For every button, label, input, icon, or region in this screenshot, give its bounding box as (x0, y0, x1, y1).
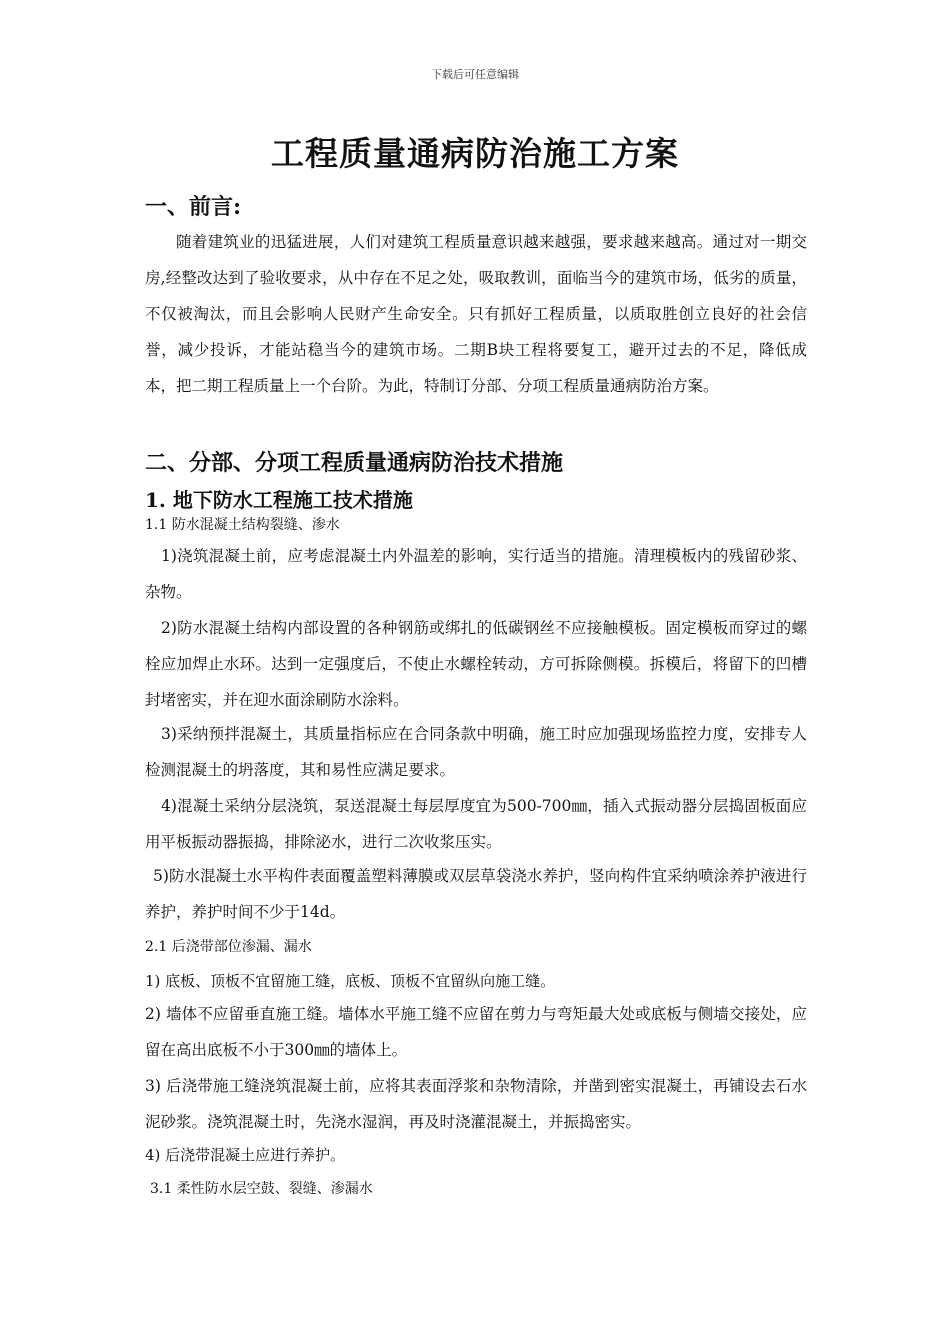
joint-measure-3: 3) 后浇带施工缝浇筑混凝土前，应将其表面浮浆和杂物清除，并凿到密实混凝土，再铺设去石水泥砂浆。浇筑混凝土时，先浇水湿润，再及时浇灌混凝土，并振捣密实。 (145, 1077, 807, 1131)
item-heading-3-1: 3.1 柔性防水层空鼓、裂缝、渗漏水 (150, 1181, 373, 1197)
joint-measure-2: 2) 墙体不应留垂直施工缝。墙体水平施工缝不应留在剪力与弯矩最大处或底板与侧墙交接处，应留在高出底板不小于300㎜的墙体上。 (145, 1005, 807, 1059)
joint-measure-4: 4) 后浇带混凝土应进行养护。 (145, 1146, 346, 1164)
section-heading-preface: 一、前言: (145, 194, 242, 220)
measure-paragraph-1: 1)浇筑混凝土前，应考虑混凝土内外温差的影响，实行适当的措施。清理模板内的残留砂浆、杂物。 (145, 547, 807, 601)
item-heading-2-1: 2.1 后浇带部位渗漏、漏水 (145, 939, 312, 955)
header-note: 下载后可任意编辑 (431, 68, 519, 81)
measure-paragraph-2: 2)防水混凝土结构内部设置的各种钢筋或绑扎的低碳钢丝不应接触模板。固定模板而穿过的螺栓应加焊止水环。达到一定强度后，不使止水螺栓转动，方可拆除侧模。拆模后，将留下的凹槽封堵密实，并在迎水面涂刷防水涂料。 (145, 619, 807, 709)
measure-paragraph-3: 3)采纳预拌混凝土，其质量指标应在合同条款中明确，施工时应加强现场监控力度，安排专人检测混凝土的坍落度，其和易性应满足要求。 (145, 725, 807, 779)
document-title: 工程质量通病防治施工方案 (271, 134, 679, 173)
joint-measure-1: 1) 底板、顶板不宜留施工缝，底板、顶板不宜留纵向施工缝。 (145, 972, 556, 990)
preface-paragraph: 随着建筑业的迅猛进展，人们对建筑工程质量意识越来越强，要求越来越高。通过对一期交房,经整改达到了验收要求，从中存在不足之处，吸取教训，面临当今的建筑市场，低劣的质量，不仅被淘汰，而且会影响人民财产生命安全。只有抓好工程质量，以质取胜创立良好的社会信誉，减少投诉，才能站稳当今的建筑市场。二期B块工程将要复工，避开过去的不足，降低成本，把二期工程质量上一个台阶。为此，特制订分部、分项工程质量通病防治方案。 (145, 233, 807, 395)
measure-paragraph-4: 4)混凝土采纳分层浇筑，泵送混凝土每层厚度宜为500-700㎜，插入式振动器分层捣固板面应用平板振动器振捣，排除泌水，进行二次收浆压实。 (145, 797, 807, 851)
item-heading-1-1: 1.1 防水混凝土结构裂缝、渗水 (145, 517, 340, 533)
subsection-heading-waterproof: 1. 地下防水工程施工技术措施 (145, 488, 413, 512)
section-heading-measures: 二、分部、分项工程质量通病防治技术措施 (145, 450, 564, 476)
measure-paragraph-5: 5)防水混凝土水平构件表面覆盖塑料薄膜或双层草袋浇水养护，竖向构件宜采纳喷涂养护液进行养护，养护时间不少于14d。 (145, 867, 807, 921)
